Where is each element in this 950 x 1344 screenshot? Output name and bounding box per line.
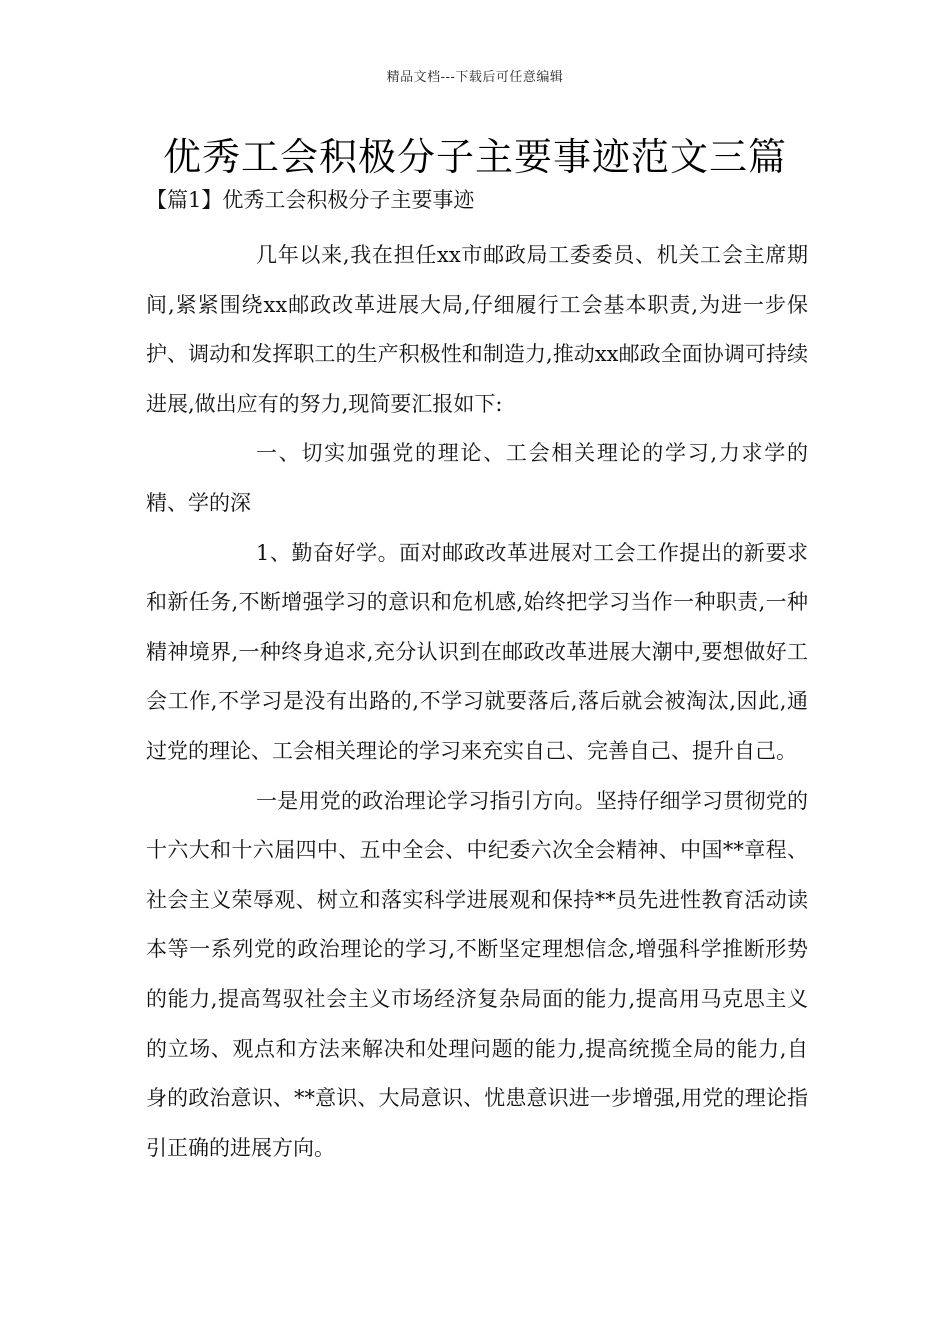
body-text [146, 231, 808, 1173]
paragraph-intro: 几年以来,我在担任xx市邮政局工委委员、机关工会主席期间,紧紧围绕xx邮政改革进展大局,仔细履行工会基本职责,为进一步保护、调动和发挥职工的生产积极性和制造力,推动xx邮政全面协调可持续进展,做出应有的努力,现简要汇报如下: [146, 243, 808, 416]
header-note: 精品文档---下载后可任意编辑 [386, 70, 564, 85]
paragraph-political-theory: 一是用党的政治理论学习指引方向。坚持仔细学习贯彻党的十六大和十六届四中、五中全会、中纪委六次全会精神、中国**章程、社会主义荣辱观、树立和落实科学进展观和保持**员先进性教育活动读本等一系列党的政治理论的学习,不断坚定理想信念,增强科学推断形势的能力,提高驾驭社会主义市场经济复杂局面的能力,提高用马克思主义的立场、观点和方法来解决和处理问题的能力,提高统揽全局的能力,自身的政治意识、**意识、大局意识、忧患意识进一步增强,用党的理论指引正确的进展方向。 [146, 788, 808, 1160]
document-title: 优秀工会积极分子主要事迹范文三篇 [162, 135, 787, 179]
paragraph-section-one-heading: 一、切实加强党的理论、工会相关理论的学习,力求学的精、学的深 [146, 441, 808, 515]
section-heading: 【篇1】优秀工会积极分子主要事迹 [146, 188, 475, 212]
paragraph-diligent-study: 1、勤奋好学。面对邮政改革进展对工会工作提出的新要求和新任务,不断增强学习的意识和危机感,始终把学习当作一种职责,一种精神境界,一种终身追求,充分认识到在邮政改革进展大潮中,要想做好工会工作,不学习是没有出路的,不学习就要落后,落后就会被淘汰,因此,通过党的理论、工会相关理论的学习来充实自己、完善自己、提升自己。 [146, 540, 808, 763]
